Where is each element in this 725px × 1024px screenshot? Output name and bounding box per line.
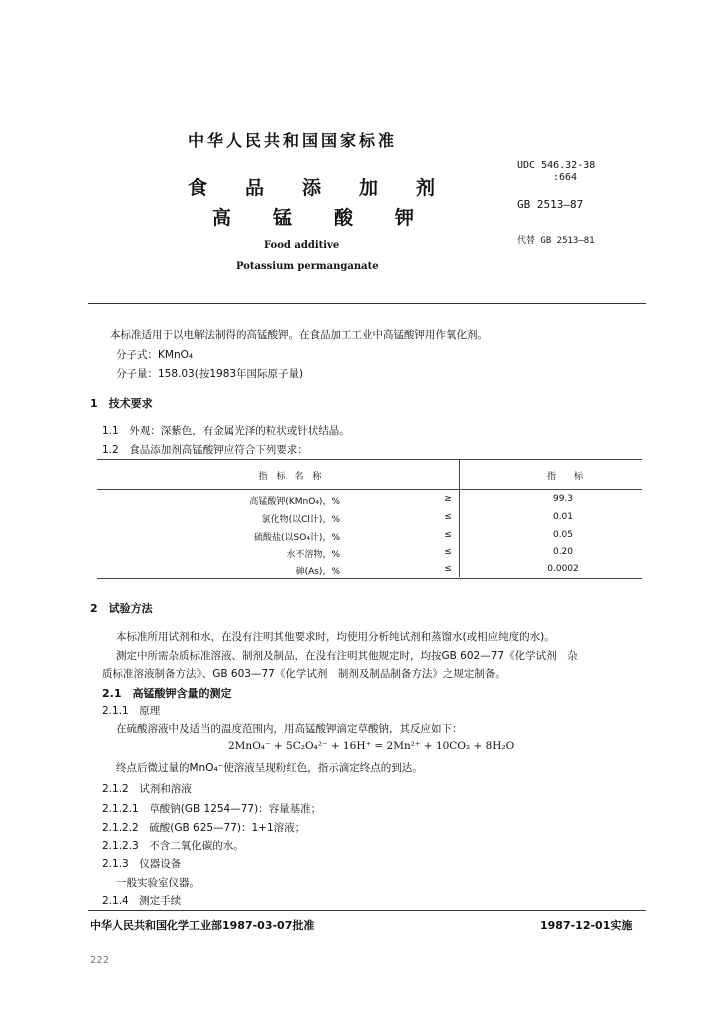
approval-text: 中华人民共和国化学工业部1987-03-07批准 bbox=[90, 919, 315, 932]
table-row-sym: ≥ bbox=[444, 494, 452, 504]
table-row-sym: ≤ bbox=[444, 512, 452, 522]
item-1-1: 1.1 外观：深紫色，有金属光泽的粒状或针状结晶。 bbox=[102, 425, 350, 437]
list-item: 2.1.2.1 草酸钠(GB 1254—77)：容量基准； bbox=[102, 803, 322, 815]
table-column-divider bbox=[459, 459, 460, 577]
table-header-value: 指 标 bbox=[546, 472, 583, 482]
subsection-heading: 2.1.2 试剂和溶液 bbox=[102, 783, 192, 795]
table-row-value: 0.20 bbox=[552, 547, 574, 557]
title-en-line1: Food additive bbox=[264, 240, 340, 251]
table-row-value: 0.0002 bbox=[547, 564, 579, 574]
paragraph: 终点后微过量的MnO₄⁻使溶液呈现粉红色，指示滴定终点的到达。 bbox=[116, 762, 423, 774]
paragraph: 本标准所用试剂和水，在没有注明其他要求时，均使用分析纯试剂和蒸馏水(或相应纯度的水)。 bbox=[116, 631, 555, 643]
reaction-equation: 2MnO₄⁻ + 5C₂O₄²⁻ + 16H⁺ = 2Mn²⁺ + 10CO₂ + 8H₂O bbox=[228, 740, 515, 752]
subsection-heading: 2.1.1 原理 bbox=[102, 705, 161, 717]
formula-text: 分子式：KMnO₄ bbox=[116, 349, 194, 361]
replaces-note: 代替 GB 2513—81 bbox=[517, 236, 595, 246]
table-row-name: 氯化物(以Cl计)，% bbox=[261, 515, 340, 525]
paragraph: 质标准溶液制备方法》、GB 603—77《化学试剂 制剂及制品制备方法》之规定制备。 bbox=[102, 668, 506, 680]
subsection-heading: 2.1.3 仪器设备 bbox=[102, 858, 182, 870]
table-row-sym: ≤ bbox=[444, 547, 452, 557]
table-row-name: 水不溶物，% bbox=[286, 550, 340, 560]
udc-number-cont: :664 bbox=[553, 172, 578, 183]
paragraph: 测定中所需杂质标准溶液、制剂及制品，在没有注明其他规定时，均按GB 602—77《化学试剂 杂 bbox=[116, 650, 578, 662]
list-item: 2.1.2.2 硫酸(GB 625—77)：1+1溶液； bbox=[102, 822, 306, 834]
table-row-value: 0.05 bbox=[552, 530, 574, 540]
gb-number: GB 2513—87 bbox=[517, 198, 584, 211]
table-top-rule bbox=[97, 459, 642, 460]
subsection-heading: 2.1 高锰酸钾含量的测定 bbox=[102, 687, 232, 700]
scope-text: 本标准适用于以电解法制得的高锰酸钾。在食品加工工业中高锰酸钾用作氧化剂。 bbox=[110, 329, 488, 341]
table-row-name: 砷(As)，% bbox=[295, 567, 340, 577]
implementation-date: 1987-12-01实施 bbox=[540, 919, 633, 932]
footer-divider bbox=[88, 910, 646, 911]
table-header-rule bbox=[97, 489, 642, 490]
header-divider bbox=[88, 303, 646, 304]
item-1-2: 1.2 食品添加剂高锰酸钾应符合下列要求： bbox=[102, 444, 308, 456]
list-item: 2.1.2.3 不含二氧化碳的水。 bbox=[102, 840, 244, 852]
table-row-sym: ≤ bbox=[444, 530, 452, 540]
molecular-weight-text: 分子量：158.03(按1983年国际原子量) bbox=[116, 368, 304, 380]
section1-heading: 1 技术要求 bbox=[90, 397, 153, 410]
title-en-line2: Potassium permanganate bbox=[236, 261, 379, 272]
page-number: 222 bbox=[90, 955, 110, 966]
udc-number: UDC 546.32-38 bbox=[517, 160, 596, 171]
paragraph: 在硫酸溶液中及适当的温度范围内，用高锰酸钾滴定草酸钠，其反应如下： bbox=[116, 723, 463, 735]
table-row-sym: ≤ bbox=[444, 564, 452, 574]
paragraph: 一般实验室仪器。 bbox=[116, 877, 200, 889]
table-bottom-rule bbox=[97, 578, 642, 579]
table-row-name: 硫酸盐(以SO₄计)，% bbox=[254, 533, 340, 543]
table-header-name: 指 标 名 称 bbox=[258, 472, 322, 482]
table-row-name: 高锰酸钾(KMnO₄)，% bbox=[249, 497, 340, 507]
table-row-value: 99.3 bbox=[552, 494, 574, 504]
table-row-value: 0.01 bbox=[552, 512, 574, 522]
title-cn-line1: 食品添加剂 bbox=[188, 177, 474, 199]
subsection-heading: 2.1.4 测定手续 bbox=[102, 895, 182, 907]
section2-heading: 2 试验方法 bbox=[90, 602, 153, 615]
standard-title: 中华人民共和国国家标准 bbox=[188, 131, 398, 150]
title-cn-line2: 高锰酸钾 bbox=[212, 207, 457, 229]
